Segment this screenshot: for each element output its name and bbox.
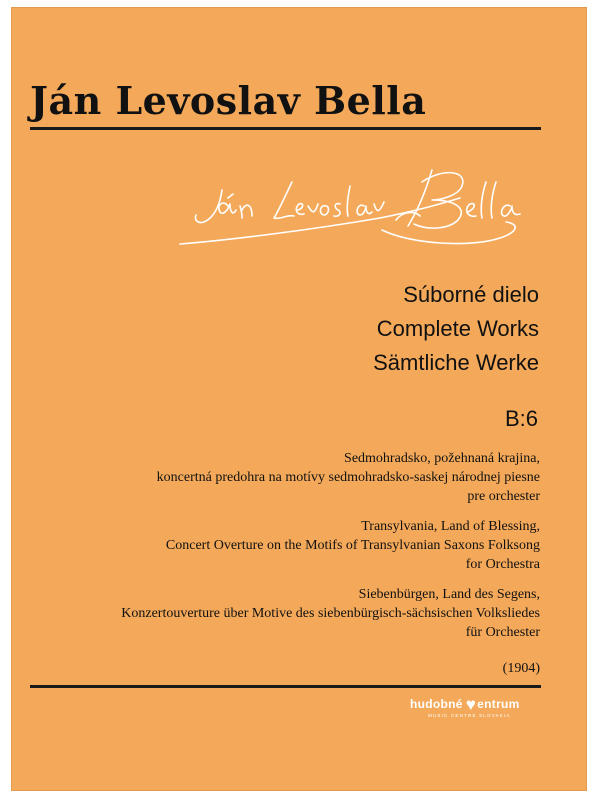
publisher-subline: MUSIC CENTRE SLOVAKIA: [428, 713, 511, 718]
description-line: pre orchester: [467, 489, 540, 504]
cover-page: [12, 8, 586, 790]
title-english: Complete Works: [376, 316, 539, 341]
description-line: Siebenbürgen, Land des Segens,: [358, 587, 540, 602]
signature-image: [170, 160, 540, 250]
description-line: for Orchestra: [465, 557, 540, 572]
work-description-english: [166, 517, 540, 574]
top-rule: [30, 127, 541, 130]
description-line: Konzertouverture über Motive des siebenbürgisch-sächsischen Volksliedes: [121, 606, 540, 621]
description-line: koncertná predohra na motívy sedmohradsko-saskej národnej piesne: [156, 470, 540, 485]
publisher-name-part2: entrum: [477, 697, 520, 711]
work-description-slovak: [157, 449, 540, 506]
description-line: Sedmohradsko, požehnaná krajina,: [344, 451, 540, 466]
publisher-name-part1: hudobné: [410, 697, 463, 711]
publisher-name: [410, 695, 520, 715]
description-line: Transylvania, Land of Blessing,: [361, 519, 540, 534]
composer-name: Ján Levoslav Bella: [30, 78, 427, 123]
bottom-rule: [30, 685, 541, 688]
composition-year: (1904): [502, 661, 540, 676]
publisher-logo: [410, 693, 545, 723]
description-line: Concert Overture on the Motifs of Transylvanian Saxons Folksong: [165, 538, 540, 553]
title-slovak: Súborné dielo: [403, 282, 539, 307]
heart-icon: ♥: [465, 695, 477, 714]
collection-titles: [373, 278, 539, 380]
description-line: für Orchester: [465, 625, 540, 640]
volume-number: B:6: [504, 406, 538, 431]
title-german: Sämtliche Werke: [373, 350, 539, 375]
work-description-german: [121, 585, 540, 642]
